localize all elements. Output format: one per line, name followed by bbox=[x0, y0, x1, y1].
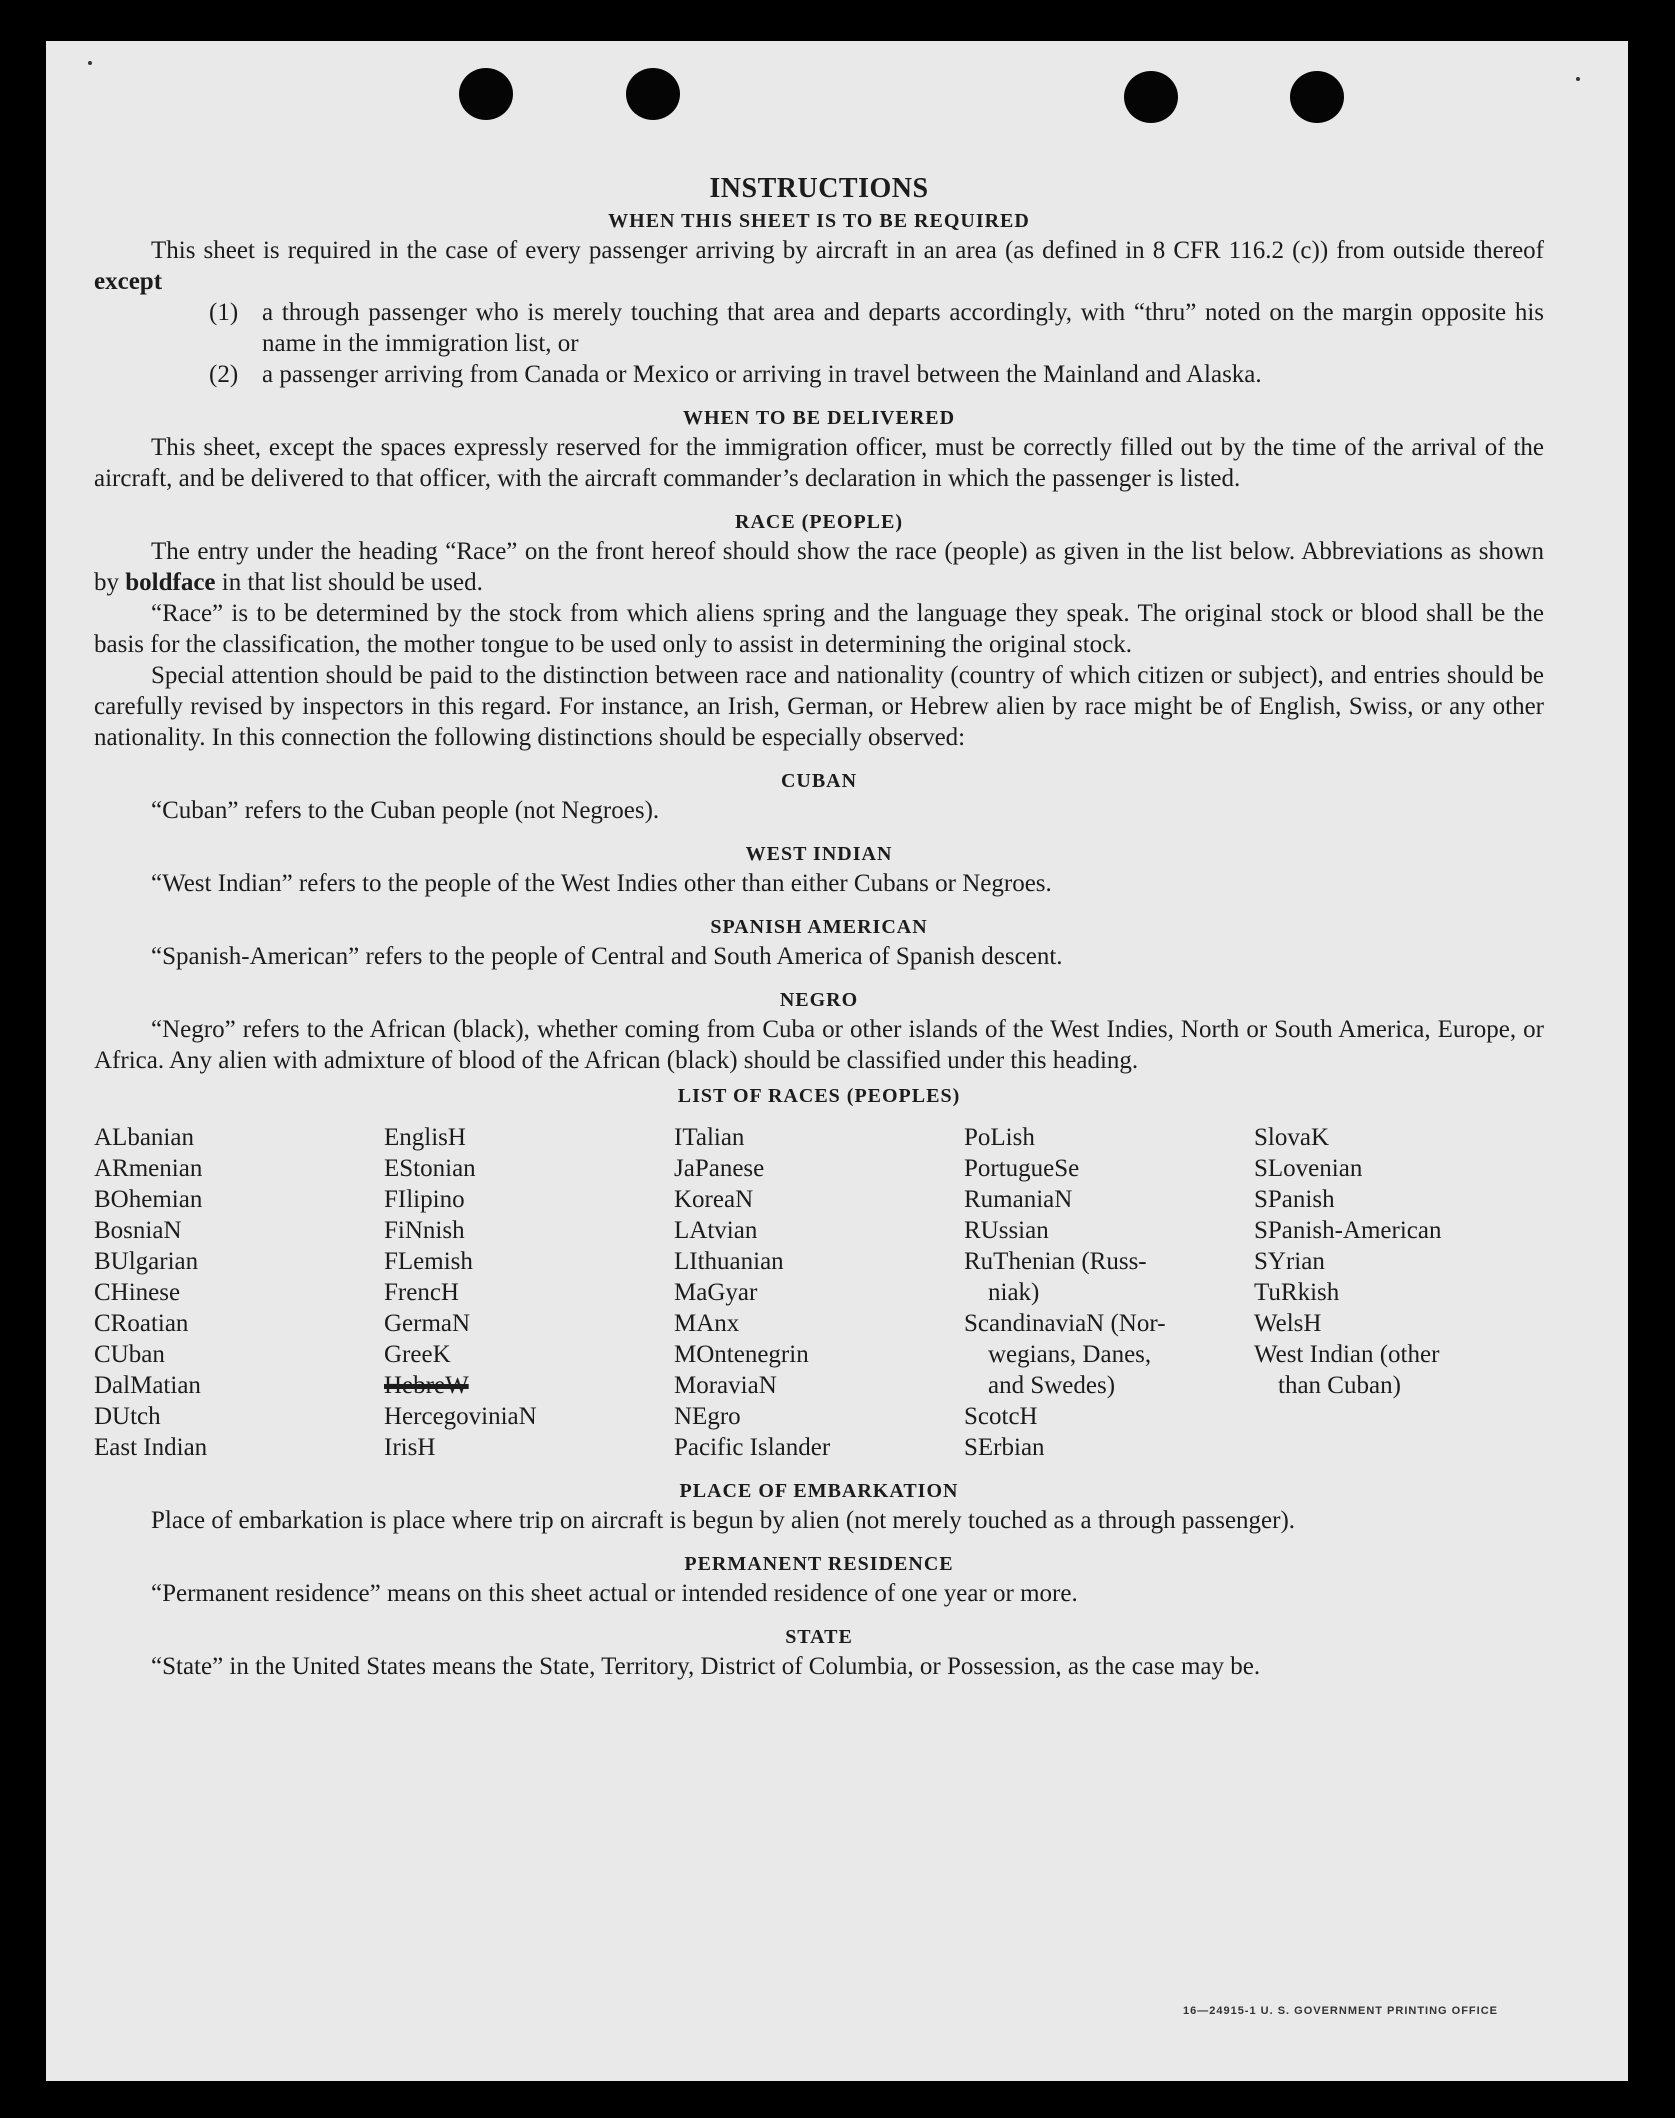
race-column bbox=[94, 1122, 384, 1463]
race-entry: NEgro bbox=[674, 1403, 741, 1430]
section-heading: SPANISH AMERICAN bbox=[710, 916, 928, 938]
race-entry: LAtvian bbox=[674, 1217, 758, 1244]
section-heading: CUBAN bbox=[780, 770, 858, 792]
race-entry: ALbanian bbox=[94, 1124, 194, 1151]
race-entry: and Swedes) bbox=[988, 1372, 1116, 1399]
punch-hole bbox=[626, 68, 680, 120]
race-entry: SlovaK bbox=[1254, 1124, 1329, 1151]
paper-speck bbox=[1576, 77, 1580, 81]
race-entry-struck: HebreW bbox=[384, 1372, 469, 1399]
race-entry: HercegoviniaN bbox=[384, 1403, 537, 1430]
race-entry: KoreaN bbox=[674, 1186, 754, 1213]
race-entry: CHinese bbox=[94, 1279, 181, 1306]
paragraph: “Negro” refers to the African (black), whether coming from Cuba or other islands of the West Indies, North or South America, Europe, or Africa. Any alien with admixture of blood of the African (black) should be classified under this heading. bbox=[94, 1016, 1544, 1074]
race-entry: SPanish-American bbox=[1254, 1217, 1442, 1244]
document-page bbox=[46, 41, 1628, 2081]
section-heading: WHEN THIS SHEET IS TO BE REQUIRED bbox=[608, 210, 1030, 232]
race-entry: MoraviaN bbox=[674, 1372, 777, 1399]
section-heading: PLACE OF EMBARKATION bbox=[679, 1480, 959, 1502]
punch-hole bbox=[459, 68, 513, 120]
paragraph: This sheet is required in the case of every passenger arriving by aircraft in an area (as defined in 8 CFR 116.2 (c)) from outside thereof except bbox=[94, 237, 1544, 295]
paragraph: Special attention should be paid to the distinction between race and nationality (country of which citizen or subject), and entries should be carefully revised by inspectors in this regard. For instance, an Irish, German, or Hebrew alien by race might be of English, Swiss, or any other nationality. In this connection the following distinctions should be especially observed: bbox=[94, 662, 1544, 751]
race-entry: West Indian (other bbox=[1254, 1341, 1440, 1368]
race-entry: EnglisH bbox=[384, 1124, 466, 1151]
race-entry: ARmenian bbox=[94, 1155, 203, 1182]
race-entry: FLemish bbox=[384, 1248, 473, 1275]
section-heading: PERMANENT RESIDENCE bbox=[684, 1553, 954, 1575]
paragraph: “West Indian” refers to the people of the West Indies other than either Cubans or Negroes. bbox=[151, 870, 1052, 897]
paragraph: “Spanish-American” refers to the people of Central and South America of Spanish descent. bbox=[151, 943, 1063, 970]
section-heading: STATE bbox=[785, 1626, 853, 1648]
race-entry: GermaN bbox=[384, 1310, 471, 1337]
race-entry: MAnx bbox=[674, 1310, 740, 1337]
race-entry: FrencH bbox=[384, 1279, 459, 1306]
race-entry: BosniaN bbox=[94, 1217, 182, 1244]
race-entry: RuThenian (Russ- bbox=[964, 1248, 1147, 1275]
race-column bbox=[1254, 1122, 1544, 1463]
race-entry: MaGyar bbox=[674, 1279, 758, 1306]
race-entry: CUban bbox=[94, 1341, 165, 1368]
race-entry: CRoatian bbox=[94, 1310, 189, 1337]
race-entry: MOntenegrin bbox=[674, 1341, 809, 1368]
paragraph: “State” in the United States means the State, Territory, District of Columbia, or Possession, as the case may be. bbox=[151, 1653, 1261, 1680]
punch-hole bbox=[1290, 71, 1344, 123]
race-entry: DUtch bbox=[94, 1403, 161, 1430]
race-entry: WelsH bbox=[1254, 1310, 1322, 1337]
race-entry: LIthuanian bbox=[674, 1248, 784, 1275]
race-column bbox=[674, 1122, 964, 1463]
instructions-body bbox=[94, 171, 1544, 1682]
race-entry: GreeK bbox=[384, 1341, 451, 1368]
paragraph: Place of embarkation is place where trip on aircraft is begun by alien (not merely touched as a through passenger). bbox=[151, 1507, 1296, 1534]
race-entry: JaPanese bbox=[674, 1155, 765, 1182]
paragraph: “Cuban” refers to the Cuban people (not Negroes). bbox=[151, 797, 660, 824]
race-entry: SYrian bbox=[1254, 1248, 1325, 1275]
paragraph: The entry under the heading “Race” on the front hereof should show the race (people) as given in the list below. Abbreviations as shown by boldface in that list should be used. bbox=[94, 538, 1544, 596]
race-entry: East Indian bbox=[94, 1434, 208, 1461]
race-entry: RumaniaN bbox=[964, 1186, 1073, 1213]
race-entry: PoLish bbox=[964, 1124, 1035, 1151]
race-entry: DalMatian bbox=[94, 1372, 201, 1399]
section-heading: LIST OF RACES (PEOPLES) bbox=[677, 1085, 961, 1107]
race-entry: Pacific Islander bbox=[674, 1434, 831, 1461]
race-entry: ScotcH bbox=[964, 1403, 1038, 1430]
list-item: (2) a passenger arriving from Canada or Mexico or arriving in travel between the Mainland and Alaska. bbox=[209, 361, 1262, 388]
section-heading: NEGRO bbox=[779, 989, 859, 1011]
race-entry: ITalian bbox=[674, 1124, 745, 1151]
printer-imprint: 16—24915-1 U. S. GOVERNMENT PRINTING OFFICE bbox=[1182, 2005, 1498, 2017]
race-entry: FIlipino bbox=[384, 1186, 465, 1213]
race-entry: TuRkish bbox=[1254, 1279, 1340, 1306]
race-entry: than Cuban) bbox=[1278, 1372, 1401, 1399]
race-entry: FiNnish bbox=[384, 1217, 465, 1244]
section-heading: RACE (PEOPLE) bbox=[735, 511, 903, 533]
race-entry: PortugueSe bbox=[964, 1155, 1080, 1182]
paragraph: “Permanent residence” means on this sheet actual or intended residence of one year or more. bbox=[151, 1580, 1078, 1607]
race-entry: niak) bbox=[988, 1279, 1040, 1306]
section-heading: WHEN TO BE DELIVERED bbox=[682, 407, 956, 429]
paragraph: “Race” is to be determined by the stock from which aliens spring and the language they speak. The original stock or blood shall be the basis for the classification, the mother tongue to be used only to assist in determining the original stock. bbox=[94, 600, 1544, 658]
race-entry: BOhemian bbox=[94, 1186, 203, 1213]
race-column bbox=[384, 1122, 674, 1463]
race-entry: SPanish bbox=[1254, 1186, 1335, 1213]
race-column bbox=[964, 1122, 1254, 1463]
page-title: INSTRUCTIONS bbox=[709, 173, 929, 204]
race-entry: BUlgarian bbox=[94, 1248, 199, 1275]
punch-hole bbox=[1124, 71, 1178, 123]
race-list bbox=[94, 1122, 1544, 1463]
race-entry: RUssian bbox=[964, 1217, 1049, 1244]
section-heading: WEST INDIAN bbox=[745, 843, 893, 865]
race-entry: SErbian bbox=[964, 1434, 1045, 1461]
race-entry: ScandinaviaN (Nor- bbox=[964, 1310, 1166, 1337]
race-entry: EStonian bbox=[384, 1155, 476, 1182]
race-entry: SLovenian bbox=[1254, 1155, 1363, 1182]
paragraph: This sheet, except the spaces expressly reserved for the immigration officer, must be correctly filled out by the time of the arrival of the aircraft, and be delivered to that officer, with the aircraft commander’s declaration in which the passenger is listed. bbox=[94, 434, 1544, 492]
race-entry: wegians, Danes, bbox=[988, 1341, 1152, 1368]
paper-speck bbox=[88, 61, 92, 65]
race-entry: IrisH bbox=[384, 1434, 436, 1461]
list-item: (1) a through passenger who is merely touching that area and departs accordingly, with “thru” noted on the margin opposite his name in the immigration list, or bbox=[209, 299, 1544, 357]
